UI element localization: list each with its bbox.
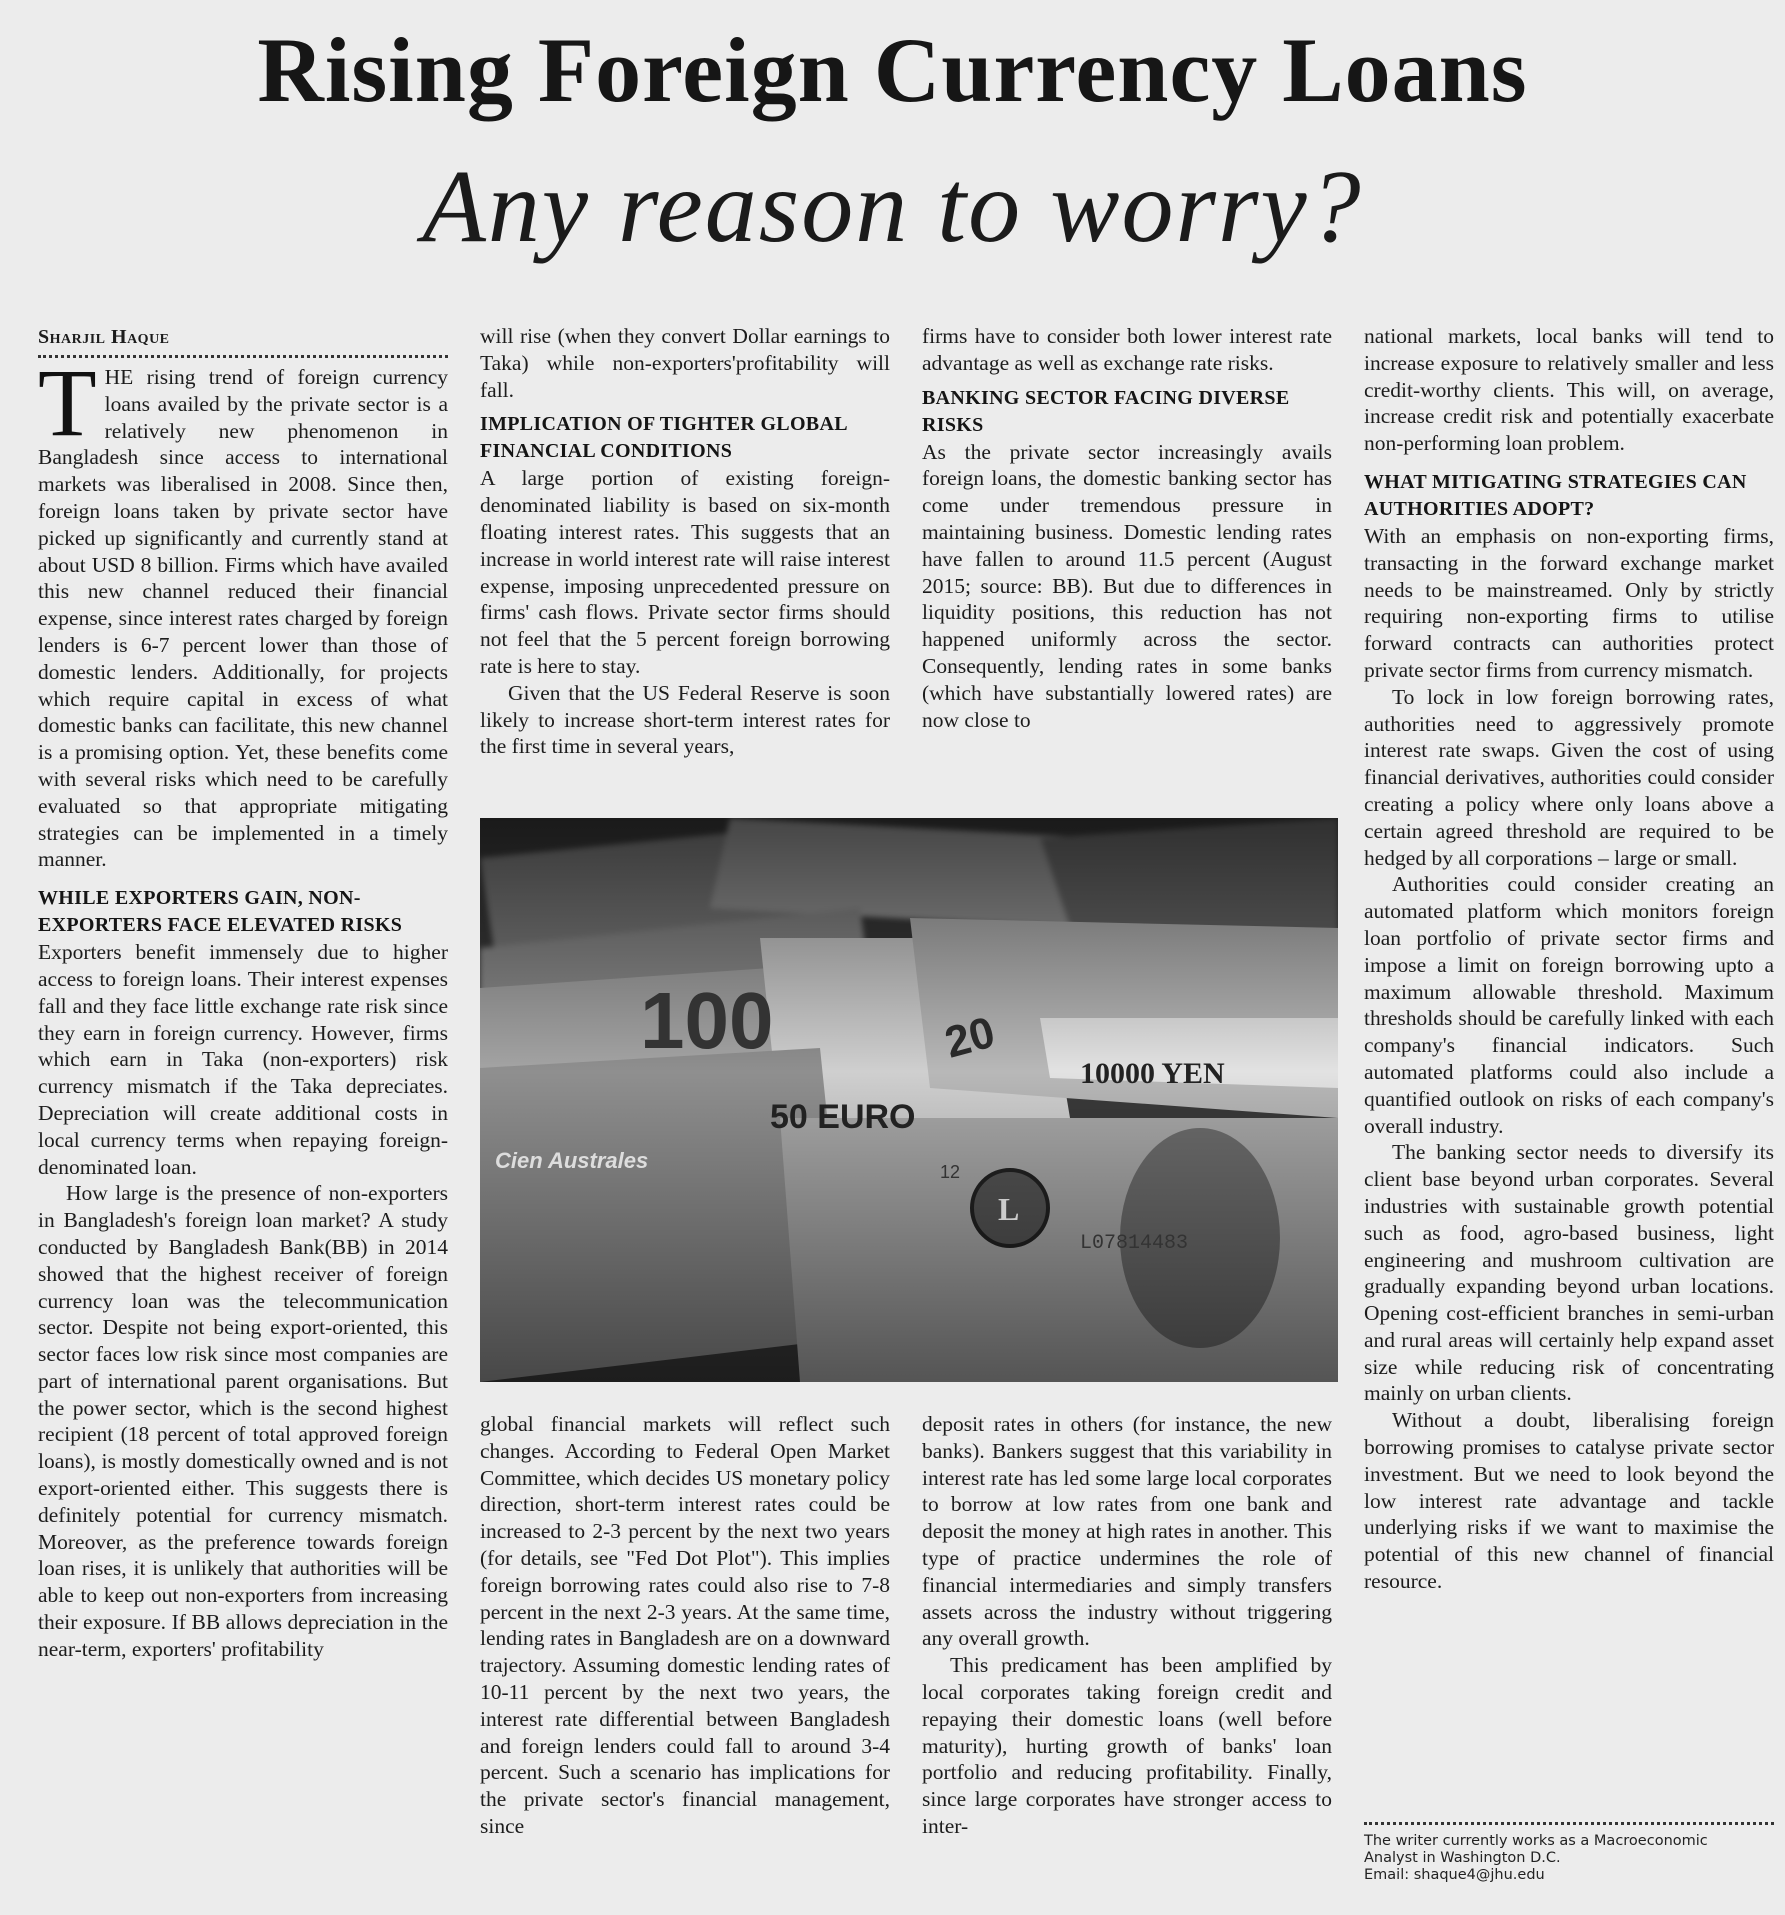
paragraph: will rise (when they convert Dollar earnings to Taka) while non-exporters'profitability will fall. [480,324,890,402]
column-3-top [922,323,1332,733]
paragraph: As the private sector increasingly avails foreign loans, the domestic banking sector has come under tremendous pressure in maintaining business. Domestic lending rates have fallen to around 11.5 percent (August 2015; source: BB). But due to differences in liquidity positions, this reduction has not happened uniformly across the sector. Consequently, lending rates in some banks (which have substantially lowered rates) are now close to [922,439,1332,732]
paragraph: national markets, local banks will tend to increase exposure to relatively smaller and less credit-worthy clients. This will, on average, increase credit risk and potentially exacerbate non-performing loan problem. [1364,324,1774,456]
byline: Sharjil Haque [38,325,448,358]
note-label: L07814483 [1080,1232,1189,1255]
headline: Rising Foreign Currency Loans [257,19,1528,121]
note-label: L [998,1191,1020,1227]
paragraph: Authorities could consider creating an automated platform which monitors foreign loan portfolio of private sector firms and impose a limit on foreign borrowing upto a maximum allowable threshold. Maximum thresholds should be carefully linked with each company's financial indicators. Such automated platforms could also include a quantified outlook on risks of each company's overall industry. [1364,872,1774,1138]
drop-cap: T [38,349,97,456]
paragraph: deposit rates in others (for instance, the new banks). Bankers suggest that this variability in interest rate has led some large local corporates to borrow at low rates from one bank and deposit the money at high rates in another. This type of practice undermines the role of financial intermediaries and simply transfers assets across the industry without triggering any overall growth. [922,1412,1332,1651]
paragraph: The banking sector needs to diversify its client base beyond urban corporates. Several industries with sustainable growth potential such as food, agro-based business, light engineering and mushroom cultivation are gradually expanding beyond urban locations. Opening cost-efficient branches in semi-urban and rural areas will certainly help expand asset size while reducing risk of concentrating mainly on urban clients. [1364,1140,1774,1406]
note-label: 50 EURO [770,1098,916,1136]
paragraph: With an emphasis on non-exporting firms, transacting in the forward exchange market needs to be mainstreamed. Only by strictly requiring non-exporting firms to utilise forward contracts can authorities protect private sector firms from currency mismatch. [1364,523,1774,682]
subheadline: Any reason to worry? [422,149,1363,264]
paragraph: Without a doubt, liberalising foreign borrowing promises to catalyse private sector investment. But we need to look beyond the low interest rate advantage and tackle underlying risks if we want to maximise the potential of this new channel of financial resource. [1364,1408,1774,1594]
paragraph: HE rising trend of foreign currency loans availed by the private sector is a relatively new phenomenon in Bangladesh since access to international markets was liberalised in 2008. Since then, foreign loans taken by private sector have picked up significantly and currently stand at about USD 8 billion. Firms which have availed this new channel reduced their financial expense, since interest rates charged by foreign lenders is 6-7 percent lower than those of domestic lenders. Additionally, for projects which require capital in excess of what domestic banks can facilitate, this new channel is a promising option. Yet, these benefits come with several risks which need to be carefully evaluated so that appropriate mitigating strategies can be implemented in a timely manner. [38,365,448,872]
author-footnote [1364,1822,1774,1884]
paragraph: To lock in low foreign borrowing rates, authorities need to aggressively promote interest rate swaps. Given the cost of using financial derivatives, authorities could consider creating a policy where only loans above a certain agreed threshold are required to be hedged by all corporations – large or small. [1364,684,1774,870]
paragraph: firms have to consider both lower interest rate advantage as well as exchange rate risks. [922,324,1332,375]
footnote-email: Email: shaque4@jhu.edu [1364,1867,1545,1883]
note-label: Cien Australes [495,1148,649,1173]
paragraph: This predicament has been amplified by local corporates taking foreign credit and repaying their domestic loans (well before maturity), hurting growth of banks' loan portfolio and reducing profitability. Finally, since large corporates have stronger access to inter- [922,1653,1332,1838]
column-3-bottom [922,1411,1332,1840]
section-heading: IMPLICATION OF TIGHTER GLOBAL FINANCIAL CONDITIONS [480,413,847,463]
paragraph: global financial markets will reflect such changes. According to Federal Open Market Committee, which decides US monetary policy direction, short-term interest rates could be increased to 2-3 percent by the next two years (for details, see "Fed Dot Plot"). This implies foreign borrowing rates could also rise to 7-8 percent in the next 2-3 years. At the same time, lending rates in Bangladesh are on a downward trajectory. Assuming domestic lending rates of 10-11 percent by the next two years, the interest rate differential between Bangladesh and foreign lenders could fall to around 3-4 percent. Such a scenario has implications for the private sector's financial management, since [480,1412,890,1838]
currency-notes-illustration [480,818,1338,1382]
note-label: 100 [640,976,774,1065]
paragraph: How large is the presence of non-exporters in Bangladesh's foreign loan market? A study conducted by Bangladesh Bank(BB) in 2014 showed that the highest receiver of foreign currency loan was the telecommunication sector. Despite not being export-oriented, this sector faces low risk since most companies are part of international parent organisations. But the power sector, which is the second highest recipient (18 percent of total approved foreign loans), is mostly domestically owned and is not export-oriented either. This suggests there is definitely potential for currency mismatch. Moreover, as the preference towards foreign loan rises, it is unlikely that authorities will be able to keep out non-exporters from increasing their exposure. If BB allows depreciation in the near-term, exporters' profitability [38,1181,448,1661]
column-4 [1364,323,1774,1595]
note-label: 12 [940,1162,961,1182]
note-label: 10000 YEN [1080,1057,1225,1090]
section-heading: WHILE EXPORTERS GAIN, NON-EXPORTERS FACE ELEVATED RISKS [38,887,403,937]
section-heading: WHAT MITIGATING STRATEGIES CAN AUTHORITIES ADOPT? [1364,470,1747,520]
column-1 [38,325,448,1663]
column-2-bottom [480,1411,890,1840]
paragraph: Exporters benefit immensely due to higher access to foreign loans. Their interest expenses fall and they face little exchange rate risk since they earn in foreign currency. However, firms which earn in Taka (non-exporters) risk currency mismatch if the Taka depreciates. Depreciation will create additional costs in local currency terms when repaying foreign-denominated loan. [38,940,448,1179]
paragraph: A large portion of existing foreign-denominated liability is based on six-month floating interest rates. This suggests that an increase in world interest rate will raise interest expense, imposing unprecedented pressure on firms' cash flows. Private sector firms should not feel that the 5 percent foreign borrowing rate is here to stay. [480,466,890,678]
note-label: 20 [939,1007,1000,1068]
currency-photo [480,818,1338,1382]
column-2-top [480,323,890,760]
footnote-line: The writer currently works as a Macroeconomic [1364,1833,1708,1849]
paragraph: Given that the US Federal Reserve is soon likely to increase short-term interest rates for the first time in several years, [480,680,890,759]
footnote-line: Analyst in Washington D.C. [1364,1850,1561,1866]
section-heading: BANKING SECTOR FACING DIVERSE RISKS [922,386,1290,436]
